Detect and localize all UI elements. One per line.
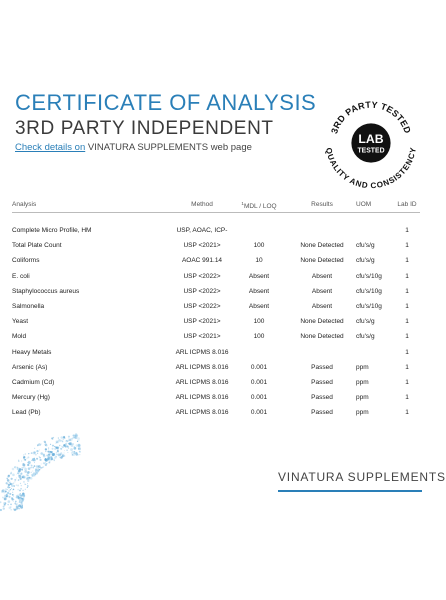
cell-lab: 1 (405, 227, 409, 234)
col-method: Method (191, 201, 213, 208)
cell-result: Passed (311, 378, 333, 386)
table-row (12, 314, 420, 329)
analysis-table (12, 199, 420, 420)
cell-result: Absent (311, 302, 333, 310)
page-subtitle: 3RD PARTY INDEPENDENT (15, 118, 274, 139)
cell-uom: ppm (356, 409, 369, 417)
table-row (12, 329, 420, 344)
page-title: CERTIFICATE OF ANALYSIS (15, 90, 317, 115)
cell-mdl: 100 (253, 242, 265, 250)
cell-mdl: 10 (255, 257, 263, 265)
cell-lab: 1 (405, 363, 409, 371)
cell-result: None Detected (300, 318, 344, 326)
cell-method: ARL ICPMS 8.016 (175, 394, 229, 402)
col-lab-id: Lab ID (397, 201, 417, 208)
cell-mdl: 100 (253, 318, 265, 326)
cell-uom: cfu's/g (356, 318, 375, 326)
footer-brand: VINATURA SUPPLEMENTS (278, 470, 446, 484)
cell-method: USP <2021> (183, 333, 221, 341)
cell-mdl: 0.001 (250, 363, 268, 371)
details-text: VINATURA SUPPLEMENTS web page (85, 142, 252, 153)
cell-mdl: Absent (248, 287, 270, 295)
cell-lab: 1 (405, 287, 409, 295)
cell-lab: 1 (405, 242, 409, 250)
cell-uom: cfu's/10g (356, 272, 382, 280)
table-row (12, 269, 420, 284)
badge-top-arc: 3RD PARTY TESTED (329, 99, 413, 135)
cell-method: ARL ICPMS 8.016 (175, 378, 229, 386)
cell-method: USP <2021> (183, 318, 221, 326)
cell-analysis: Total Plate Count (12, 242, 62, 250)
watercolor-splash-graphic (0, 430, 80, 510)
cell-analysis: E. coli (12, 272, 30, 280)
cell-method: USP <2022> (183, 272, 221, 280)
cell-analysis: Arsenic (As) (12, 363, 48, 371)
cell-analysis: Salmonella (12, 302, 45, 310)
cell-uom: cfu's/g (356, 257, 375, 265)
col-mdl-marker: 1 (241, 201, 244, 206)
table-row (12, 375, 420, 390)
badge-bottom-arc: QUALITY AND CONSISTENCY (324, 146, 418, 190)
table-row (12, 253, 420, 268)
cell-mdl: 100 (253, 333, 265, 341)
cell-uom: cfu's/g (356, 242, 375, 250)
cell-mdl: 0.001 (250, 409, 268, 417)
cell-analysis: Mercury (Hg) (12, 394, 50, 402)
cell-method: USP <2022> (183, 287, 221, 295)
cell-lab: 1 (405, 318, 409, 326)
badge-line2: TESTED (357, 147, 385, 155)
cell-method: USP <2021> (183, 242, 221, 250)
cell-analysis: Lead (Pb) (12, 409, 41, 417)
cell-analysis: Cadmium (Cd) (12, 378, 55, 386)
cell-method: AOAC 991.14 (181, 257, 223, 265)
cell-result: Passed (311, 409, 333, 417)
cell-uom: ppm (356, 363, 369, 371)
lab-tested-badge-icon (322, 94, 420, 192)
cell-result: None Detected (300, 333, 344, 341)
cell-uom: ppm (356, 394, 369, 402)
cell-lab: 1 (405, 409, 409, 417)
badge-line1: LAB (358, 132, 384, 146)
cell-result: None Detected (300, 242, 344, 250)
cell-lab: 1 (405, 272, 409, 280)
cell-result: Absent (311, 272, 333, 280)
cell-analysis: Yeast (12, 318, 29, 326)
table-row (12, 345, 420, 360)
details-link[interactable]: Check details on (15, 142, 86, 153)
cell-analysis: Complete Micro Profile, HM (12, 227, 92, 234)
cell-lab: 1 (405, 257, 409, 265)
table-row (12, 238, 420, 253)
cell-method: ARL ICPMS 8.016 (175, 409, 229, 417)
table-row (12, 405, 420, 420)
cell-method: ARL ICPMS 8.016 (175, 363, 229, 371)
col-analysis: Analysis (12, 201, 37, 208)
cell-result: Passed (311, 363, 333, 371)
details-line (15, 142, 252, 153)
cell-analysis: Coliforms (12, 257, 40, 265)
cell-lab: 1 (405, 378, 409, 386)
cell-method: USP <2022> (183, 302, 221, 310)
col-results: Results (311, 201, 333, 208)
cell-lab: 1 (405, 333, 409, 341)
table-row (12, 299, 420, 314)
cell-result: Absent (311, 287, 333, 295)
footer-brand-underline (278, 490, 422, 492)
cell-lab: 1 (405, 302, 409, 310)
cell-analysis: Heavy Metals (12, 348, 52, 356)
cell-uom: ppm (356, 378, 369, 386)
table-row (12, 223, 420, 238)
cell-method: ARL ICPMS 8.016 (175, 348, 229, 356)
col-mdl-label: MDL / LOQ (243, 203, 277, 211)
cell-lab: 1 (405, 348, 409, 356)
cell-uom: cfu's/g (356, 333, 375, 341)
cell-result: Passed (311, 394, 333, 402)
cell-mdl: Absent (248, 272, 270, 280)
col-mdl (232, 201, 286, 210)
table-header (12, 199, 420, 213)
table-row (12, 390, 420, 405)
cell-lab: 1 (405, 394, 409, 402)
cell-method: USP, AOAC, ICP- (176, 227, 228, 234)
cell-mdl: 0.001 (250, 394, 268, 402)
cell-mdl: 0.001 (250, 378, 268, 386)
cell-uom: cfu's/10g (356, 302, 382, 310)
cell-analysis: Mold (12, 333, 27, 341)
cell-analysis: Staphylococcus aureus (12, 287, 80, 295)
cell-mdl: Absent (248, 302, 270, 310)
cell-uom: cfu's/10g (356, 287, 382, 295)
table-row (12, 360, 420, 375)
col-uom: UOM (356, 201, 372, 208)
table-row (12, 284, 420, 299)
cell-result: None Detected (300, 257, 344, 265)
